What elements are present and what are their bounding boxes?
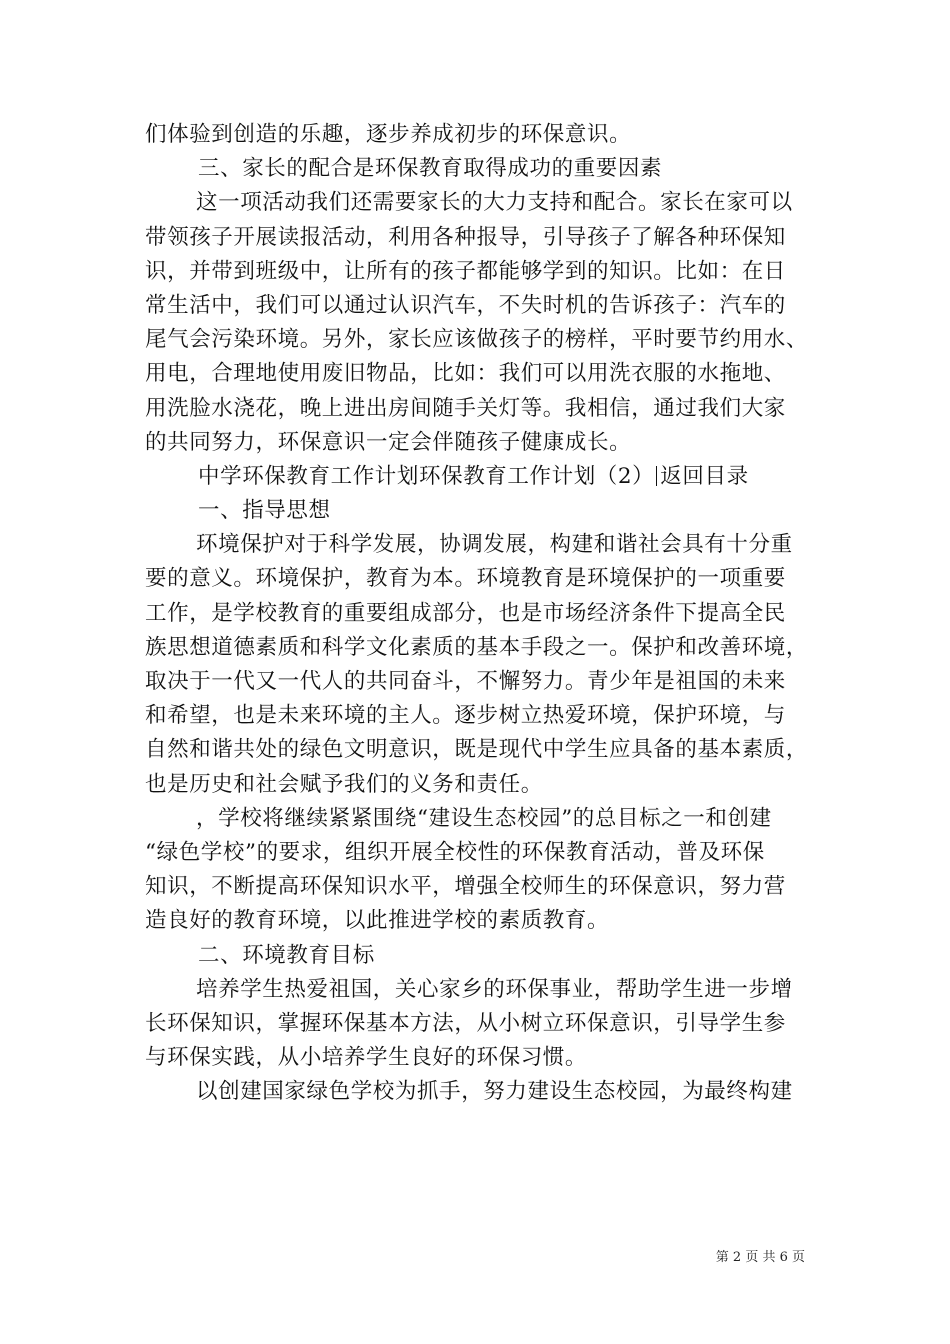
paragraph-line: 的共同努力，环保意识一定会伴随孩子健康成长。: [145, 429, 632, 455]
paragraph-line: 长环保知识，掌握环保基本方法，从小树立环保意识，引导学生参: [145, 1010, 786, 1036]
paragraph-line: 造良好的教育环境，以此推进学校的素质教育。: [145, 908, 610, 934]
paragraph-line: 识，并带到班级中，让所有的孩子都能够学到的知识。比如：在日: [145, 258, 786, 284]
paragraph-line: 与环保实践，从小培养学生良好的环保习惯。: [145, 1045, 588, 1071]
section-heading: 三、家长的配合是环保教育取得成功的重要因素: [198, 156, 663, 182]
paragraph-line: 和希望，也是未来环境的主人。逐步树立热爱环境，保护环境，与: [145, 703, 786, 729]
paragraph-line: 要的意义。环境保护，教育为本。环境教育是环境保护的一项重要: [145, 566, 786, 592]
paragraph-line: 这一项活动我们还需要家长的大力支持和配合。家长在家可以: [196, 190, 793, 216]
document-body: [145, 118, 809, 1109]
section-heading: 一、指导思想: [198, 498, 331, 524]
section-title-link-row: [145, 460, 809, 494]
paragraph-line: 取决于一代又一代人的共同奋斗，不懈努力。青少年是祖国的未来: [145, 669, 786, 694]
paragraph-line: 用洗脸水浇花，晚上进出房间随手关灯等。我相信，通过我们大家: [145, 395, 786, 421]
section-heading: 二、环境教育目标: [198, 942, 375, 968]
return-to-contents-link[interactable]: 返回目录: [660, 463, 749, 489]
section-title: 中学环保教育工作计划环保教育工作计划（2）: [198, 463, 655, 489]
paragraph-line: 常生活中，我们可以通过认识汽车，不失时机的告诉孩子：汽车的: [145, 292, 786, 318]
paragraph-line: 们体验到创造的乐趣，逐步养成初步的环保意识。: [145, 122, 632, 147]
paragraph-line: 自然和谐共处的绿色文明意识，既是现代中学生应具备的基本素质，: [145, 737, 809, 763]
paragraph-line: “绿色学校”的要求，组织开展全校性的环保教育活动，普及环保: [145, 839, 765, 865]
paragraph-line: 用电，合理地使用废旧物品，比如：我们可以用洗衣服的水拖地、: [145, 361, 786, 387]
paragraph-line: ，学校将继续紧紧围绕“建设生态校园”的总目标之一和创建: [196, 805, 772, 831]
paragraph-line: 以创建国家绿色学校为抓手，努力建设生态校园，为最终构建: [196, 1079, 793, 1105]
link-separator: [656, 466, 657, 486]
paragraph-line: 带领孩子开展读报活动，利用各种报导，引导孩子了解各种环保知: [145, 224, 786, 250]
paragraph-line: 工作，是学校教育的重要组成部分，也是市场经济条件下提高全民: [145, 600, 786, 626]
paragraph-line: 族思想道德素质和科学文化素质的基本手段之一。保护和改善环境，: [145, 634, 809, 660]
paragraph-line: 知识，不断提高环保知识水平，增强全校师生的环保意识，努力营: [145, 874, 786, 900]
paragraph-line: 也是历史和社会赋予我们的义务和责任。: [145, 771, 543, 797]
paragraph-line: 环境保护对于科学发展，协调发展，构建和谐社会具有十分重: [196, 532, 793, 558]
paragraph-line: 尾气会污染环境。另外，家长应该做孩子的榜样，平时要节约用水、: [145, 327, 809, 353]
page-number-footer: 第 2 页 共 6 页: [715, 1250, 805, 1265]
paragraph-line: 培养学生热爱祖国，关心家乡的环保事业，帮助学生进一步增: [196, 976, 793, 1002]
